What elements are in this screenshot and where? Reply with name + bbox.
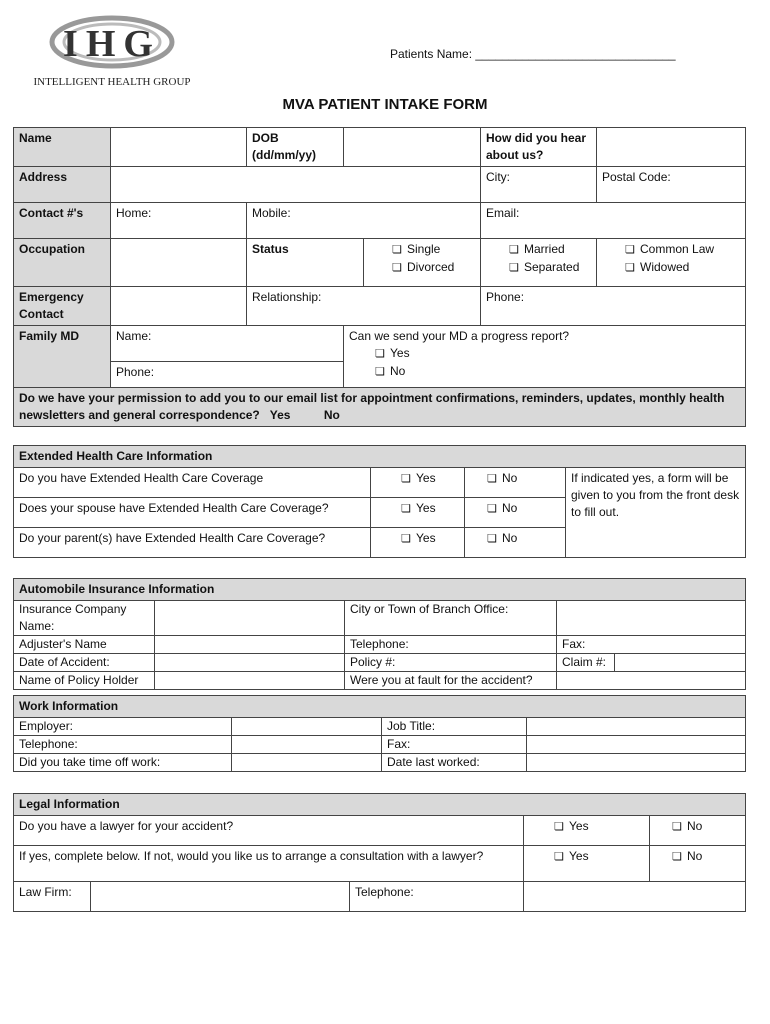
claim-input[interactable] [615, 654, 746, 672]
dob-format: (dd/mm/yy) [252, 148, 317, 162]
ehc-q3-no[interactable]: ❏ No [487, 531, 517, 545]
last-worked-input[interactable] [527, 754, 746, 772]
law-firm-input[interactable] [91, 882, 350, 912]
law-firm-label: Law Firm: [14, 882, 91, 912]
status-col-1 [364, 239, 481, 287]
md-phone-field[interactable]: Phone: [111, 362, 344, 388]
job-title-label: Job Title: [382, 718, 527, 736]
employer-input[interactable] [232, 718, 382, 736]
dob-label [247, 128, 344, 167]
ehc-q1-no[interactable]: ❏ No [487, 471, 517, 485]
personal-info-table [13, 127, 746, 427]
branch-input[interactable] [557, 601, 746, 636]
legal-telephone-input[interactable] [524, 882, 746, 912]
address-label: Address [14, 167, 111, 203]
legal-q1-yes[interactable]: ❏ Yes [554, 819, 589, 833]
logo-text: INTELLIGENT HEALTH GROUP [33, 76, 191, 88]
home-field[interactable]: Home: [111, 203, 247, 239]
ehc-note: If indicated yes, a form will be given to you from the front desk to fill out. [566, 468, 746, 558]
ehc-q2: Does your spouse have Extended Health Care Coverage? [14, 498, 371, 528]
ehc-title: Extended Health Care Information [14, 446, 746, 468]
time-off-input[interactable] [232, 754, 382, 772]
progress-no-checkbox[interactable]: ❏ No [375, 363, 740, 381]
email-permission-text: Do we have your permission to add you to our email list for appointment confirmations, reminders, updates, monthly health newsletters and general correspondence? [19, 391, 725, 422]
email-perm-no[interactable]: No [323, 408, 340, 422]
auto-fax-field[interactable]: Fax: [557, 636, 746, 654]
common-law-checkbox[interactable]: ❏ Common Law [625, 241, 740, 259]
work-table [13, 695, 746, 772]
work-fax-input[interactable] [527, 736, 746, 754]
status-col-2 [481, 239, 597, 287]
accident-date-input[interactable] [155, 654, 345, 672]
work-telephone-label: Telephone: [14, 736, 232, 754]
logo-letters: IHG [63, 23, 161, 65]
last-worked-label: Date last worked: [382, 754, 527, 772]
address-input[interactable] [111, 167, 481, 203]
work-title: Work Information [14, 696, 746, 718]
email-perm-yes[interactable]: Yes [269, 408, 291, 422]
occupation-label: Occupation [14, 239, 111, 287]
holder-input[interactable] [155, 672, 345, 690]
ehc-q2-yes[interactable]: ❏ Yes [401, 501, 436, 515]
legal-q1: Do you have a lawyer for your accident? [14, 816, 524, 846]
dob-text: DOB [252, 131, 279, 145]
holder-label: Name of Policy Holder [14, 672, 155, 690]
progress-report-cell [344, 326, 746, 388]
job-title-input[interactable] [527, 718, 746, 736]
employer-label: Employer: [14, 718, 232, 736]
fault-label: Were you at fault for the accident? [345, 672, 557, 690]
work-fax-label: Fax: [382, 736, 527, 754]
relationship-field[interactable]: Relationship: [247, 287, 481, 326]
emergency-phone-field[interactable]: Phone: [481, 287, 746, 326]
auto-telephone-field[interactable]: Telephone: [345, 636, 557, 654]
policy-field[interactable]: Policy #: [345, 654, 557, 672]
ehc-table [13, 445, 746, 558]
legal-telephone-label: Telephone: [350, 882, 524, 912]
ehc-q2-no[interactable]: ❏ No [487, 501, 517, 515]
claim-label: Claim #: [557, 654, 615, 672]
legal-q2-yes[interactable]: ❏ Yes [554, 849, 589, 863]
ehc-q1-yes[interactable]: ❏ Yes [401, 471, 436, 485]
widowed-checkbox[interactable]: ❏ Widowed [625, 259, 740, 277]
company-input[interactable] [155, 601, 345, 636]
name-input[interactable] [111, 128, 247, 167]
ehc-q3-yes[interactable]: ❏ Yes [401, 531, 436, 545]
status-col-3 [597, 239, 746, 287]
email-permission-row [14, 388, 746, 427]
status-label: Status [247, 239, 364, 287]
form-title: MVA PATIENT INTAKE FORM [282, 96, 488, 113]
separated-checkbox[interactable]: ❏ Separated [509, 259, 591, 277]
legal-q1-no[interactable]: ❏ No [672, 819, 702, 833]
hear-label: How did you hear about us? [481, 128, 597, 167]
legal-q2: If yes, complete below. If not, would you like us to arrange a consultation with a lawyer? [14, 846, 524, 882]
married-checkbox[interactable]: ❏ Married [509, 241, 591, 259]
single-checkbox[interactable]: ❏ Single [392, 241, 475, 259]
dob-input[interactable] [344, 128, 481, 167]
emergency-input[interactable] [111, 287, 247, 326]
legal-q2-no[interactable]: ❏ No [672, 849, 702, 863]
auto-title: Automobile Insurance Information [14, 579, 746, 601]
fault-input[interactable] [557, 672, 746, 690]
postal-field[interactable]: Postal Code: [597, 167, 746, 203]
progress-yes-checkbox[interactable]: ❏ Yes [375, 345, 740, 363]
legal-table [13, 793, 746, 912]
name-label: Name [14, 128, 111, 167]
contact-label: Contact #'s [14, 203, 111, 239]
md-name-field[interactable]: Name: [111, 326, 344, 362]
legal-title: Legal Information [14, 794, 746, 816]
adjuster-input[interactable] [155, 636, 345, 654]
emergency-label: Emergency Contact [14, 287, 111, 326]
time-off-label: Did you take time off work: [14, 754, 232, 772]
occupation-input[interactable] [111, 239, 247, 287]
accident-date-label: Date of Accident: [14, 654, 155, 672]
ihg-logo [33, 14, 191, 92]
ehc-q1: Do you have Extended Health Care Coverage [14, 468, 371, 498]
mobile-field[interactable]: Mobile: [247, 203, 481, 239]
progress-question: Can we send your MD a progress report? [349, 329, 570, 343]
work-telephone-input[interactable] [232, 736, 382, 754]
branch-label: City or Town of Branch Office: [345, 601, 557, 636]
email-field[interactable]: Email: [481, 203, 746, 239]
ehc-q3: Do your parent(s) have Extended Health Care Coverage? [14, 528, 371, 558]
patients-name-field[interactable]: Patients Name: ______________________________ [390, 47, 676, 61]
hear-input[interactable] [597, 128, 746, 167]
adjuster-label: Adjuster's Name [14, 636, 155, 654]
logo-graphic [33, 14, 191, 92]
company-label: Insurance Company Name: [14, 601, 155, 636]
family-md-label: Family MD [14, 326, 111, 388]
auto-table [13, 578, 746, 690]
divorced-checkbox[interactable]: ❏ Divorced [392, 259, 475, 277]
city-field[interactable]: City: [481, 167, 597, 203]
